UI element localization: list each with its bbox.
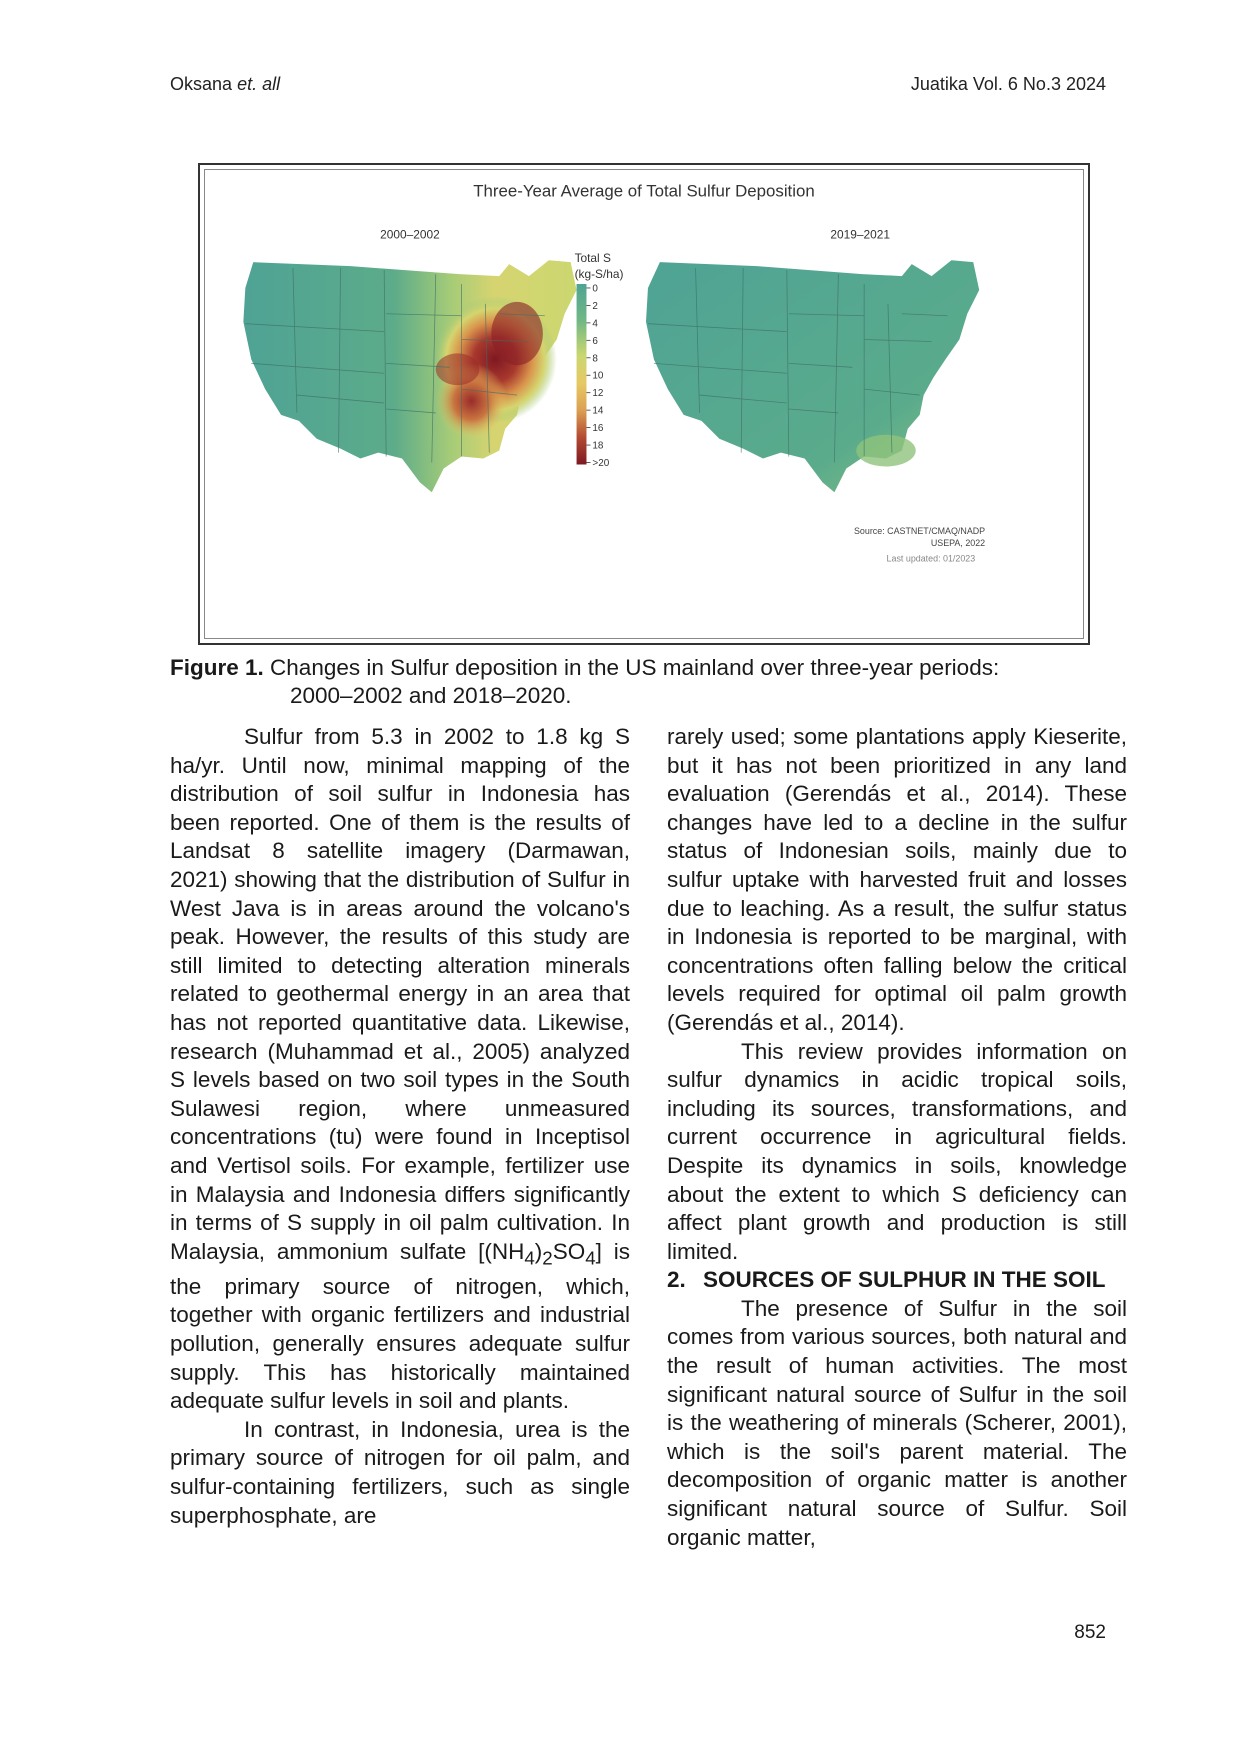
legend-tick-label: 16 — [592, 423, 604, 435]
figure-source-1: Source: CASTNET/CMAQ/NADP — [853, 525, 986, 536]
left-paragraph-1: Sulfur from 5.3 in 2002 to 1.8 kg S ha/yr. Until now, minimal mapping of the distribution of soil sulfur in Indonesia has been reported. One of them is the results of Landsat 8 satellite imagery (Darmawan, 2021) showing that the distribution of Sulfur in West Java is in areas around the volcano's peak. However, the results of this study are still limited to detecting alteration minerals related to geothermal energy in an area that has not reported quantitative data. Likewise, research (Muhammad et al., 2005) analyzed S levels based on two soil types in the South Sulawesi region, where unmeasured concentrations (tu) were found in Inceptisol and Vertisol soils. For example, fertilizer use in Malaysia and Indonesia differs significantly in terms of S supply in oil palm cultivation. In Malaysia, ammonium sulfate $[(NH_4)_2SO_4]$ is the primary source of nitrogen, which, together with organic fertilizers and industrial pollution, generally ensures adequate sulfur supply. This has historically maintained adequate sulfur levels in soil and plants. — [170, 724, 630, 1414]
legend-tick-label: 8 — [592, 353, 598, 365]
figure-source-2: USEPA, 2022 — [930, 537, 986, 548]
right-column — [667, 723, 1127, 1552]
right-paragraph-2: This review provides information on sulfur dynamics in acidic tropical soils, including its sources, transformations, and current occurrence in agricultural fields. Despite its dynamics in soils, knowledge about the extent to which S deficiency can affect plant growth and production is still limited. — [667, 1038, 1127, 1264]
figure-caption — [170, 654, 1128, 710]
left-map-period: 2000–2002 — [380, 227, 440, 242]
figure-caption-text-1: Changes in Sulfur deposition in the US mainland over three-year periods: — [270, 655, 1000, 680]
legend-tick-label: 18 — [592, 440, 604, 452]
running-header-author: Oksana et. all — [170, 74, 281, 94]
legend-ticks — [586, 283, 609, 469]
running-header-journal: Juatika Vol. 6 No.3 2024 — [910, 74, 1106, 94]
legend-title-1: Total S — [574, 251, 611, 266]
figure-map-svg — [200, 165, 1088, 643]
figure-caption-label: Figure 1. — [170, 655, 264, 680]
figure-last-updated: Last updated: 01/2023 — [886, 553, 976, 564]
section-title: SOURCES OF SULPHUR IN THE SOIL — [703, 1267, 1106, 1293]
legend — [575, 251, 624, 469]
right-paragraph-3: The presence of Sulfur in the soil comes from various sources, both natural and the result of human activities. The most significant natural source of Sulfur in the soil is the weathering of minerals (Scherer, 2001), which is the soil's parent material. The decomposition of organic matter is another significant natural source of Sulfur. Soil organic matter, — [667, 1295, 1127, 1550]
page-number: 852 — [1074, 1622, 1106, 1643]
legend-tick-label: 10 — [592, 370, 604, 382]
left-paragraph-2: In contrast, in Indonesia, urea is the primary source of nitrogen for oil palm, and sulfur-containing fertilizers, such as single superphosphate, are — [170, 1416, 630, 1528]
right-paragraph-1: rarely used; some plantations apply Kieserite, but it has not been prioritized in any land evaluation (Gerendás et al., 2014). These changes have led to a decline in the sulfur status of Indonesian soils, mainly due to sulfur uptake with harvested fruit and losses due to leaching. As a result, the sulfur status in Indonesia is reported to be marginal, with concentrations often falling below the critical levels required for optimal oil palm growth (Gerendás et al., 2014). — [667, 724, 1127, 1035]
legend-tick-label: 12 — [592, 388, 604, 400]
section-heading — [667, 1266, 1127, 1295]
legend-tick-label: 14 — [592, 405, 604, 417]
legend-tick-label: 0 — [592, 283, 598, 295]
right-map-period: 2019–2021 — [830, 227, 890, 242]
map-2019-2021 — [646, 260, 979, 492]
section-number: 2. — [667, 1267, 686, 1293]
legend-title-2: (kg-S/ha) — [574, 267, 624, 282]
legend-tick-label: 6 — [592, 335, 598, 347]
map-2000-2002 — [243, 260, 576, 492]
legend-tick-label: >20 — [592, 457, 610, 469]
legend-tick-label: 4 — [592, 318, 598, 330]
figure-title: Three-Year Average of Total Sulfur Deposition — [473, 181, 815, 201]
running-header-etal: et. all — [237, 74, 281, 94]
legend-color-bar — [577, 284, 587, 464]
legend-tick-label: 2 — [592, 300, 598, 312]
left-column — [170, 723, 630, 1530]
figure-caption-text-2: 2000–2002 and 2018–2020. — [290, 683, 572, 708]
figure-sulfur-deposition — [198, 163, 1090, 645]
